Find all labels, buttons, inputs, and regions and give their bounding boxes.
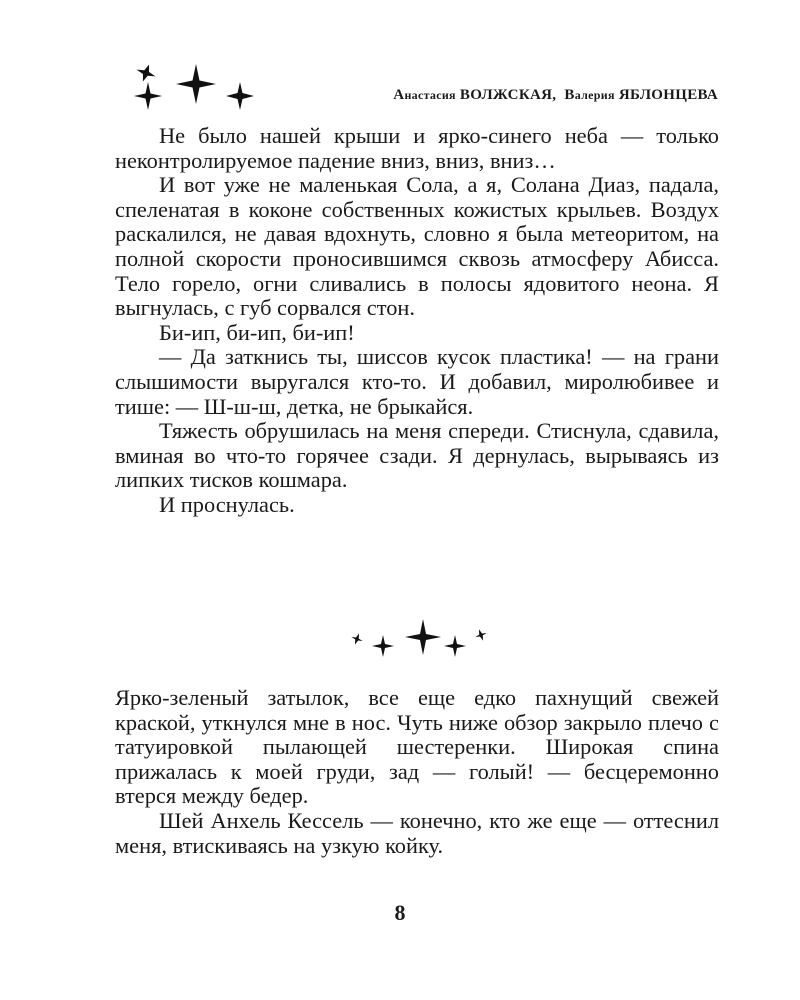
body-text-section-1	[115, 124, 719, 518]
paragraph: Ярко-зеленый затылок, все еще едко пахнущий свежей краской, уткнулся мне в нос. Чуть ниже обзор закрыло плечо с татуировкой пылающей шестеренки. Широкая спина прижалась к моей груди, зад — голый! — бесцеремонно втерся между бедер.	[115, 685, 719, 809]
paragraph: Не было нашей крыши и ярко-синего неба — только неконтролируемое падение вниз, вниз, вниз…	[115, 123, 719, 173]
paragraph: Шей Анхель Кессель — конечно, кто же еще — оттеснил меня, втискиваясь на узкую койку.	[115, 807, 719, 858]
paragraph: И вот уже не маленькая Сола, а я, Солана Диаз, падала, спеленатая в коконе собственных кожистых крыльев. Воздух раскалился, не давая вдохнуть, словно я была метеоритом, на полной скорости проносившимся сквозь атмосферу Абисса. Тело горело, огни сливались в полосы ядовитого неона. Я выгнулась, с губ сорвался стон.	[115, 172, 719, 321]
sparkle-divider-icon	[345, 615, 490, 665]
paragraph: Тяжесть обрушилась на меня спереди. Стиснула, сдавила, вминая во что-то горячее сзади. Я дернулась, вырываясь из липких тисков кошмара.	[115, 418, 719, 493]
running-header	[120, 60, 718, 120]
paragraph: — Да заткнись ты, шиссов кусок пластика! — на грани слышимости выругался кто-то. И добавил, миролюбивее и тише: — Ш-ш-ш, детка, не брыкайся.	[115, 344, 719, 419]
paragraph: Би-ип, би-ип, би-ип!	[159, 319, 355, 345]
header-authors: Анастасия ВОЛЖСКАЯ, Валерия ЯБЛОНЦЕВА	[393, 87, 718, 103]
body-text-section-2	[115, 686, 719, 858]
page-number: 8	[394, 900, 406, 925]
paragraph: И проснулась.	[159, 491, 295, 517]
sparkle-stars-icon	[120, 60, 270, 120]
